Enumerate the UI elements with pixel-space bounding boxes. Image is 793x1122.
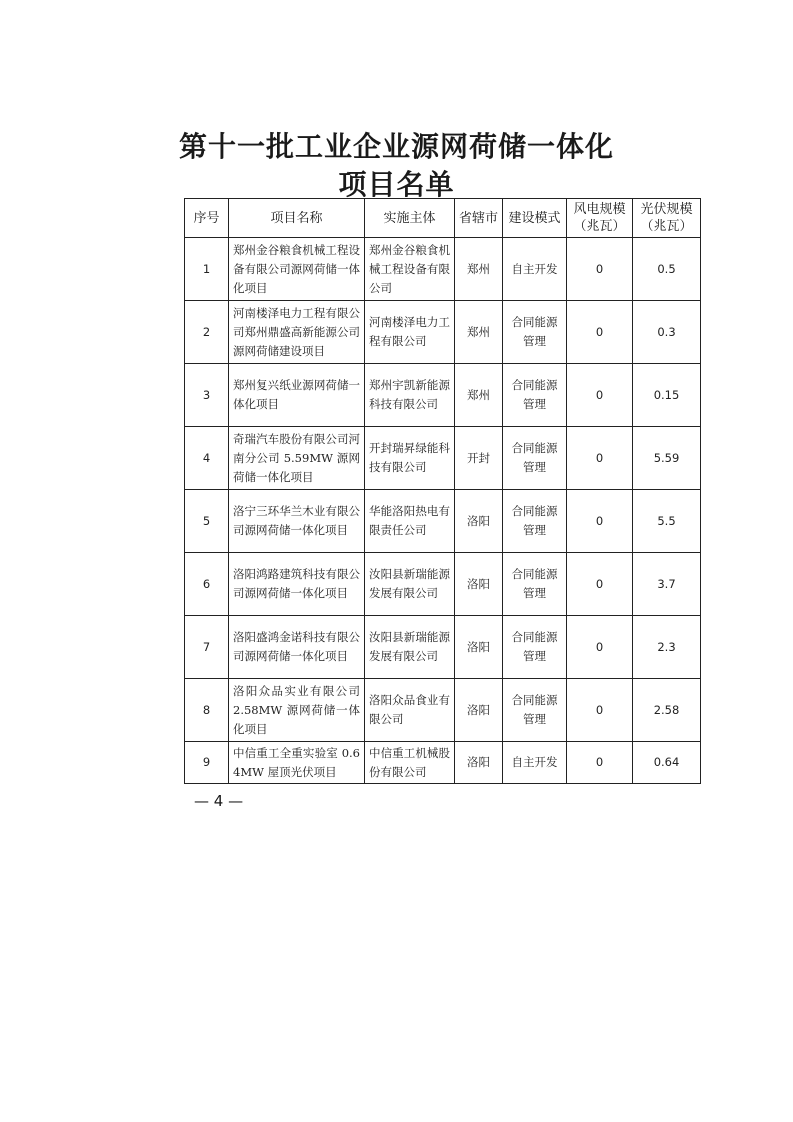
cell-mode: 合同能源管理	[503, 364, 567, 427]
cell-project-name: 郑州复兴纸业源网荷储一体化项目	[229, 364, 365, 427]
cell-project-name: 奇瑞汽车股份有限公司河南分公司 5.59MW 源网荷储一体化项目	[229, 427, 365, 490]
cell-index: 3	[185, 364, 229, 427]
cell-index: 5	[185, 490, 229, 553]
cell-solar: 0.5	[633, 238, 701, 301]
cell-mode: 合同能源管理	[503, 301, 567, 364]
cell-solar: 0.64	[633, 742, 701, 784]
cell-mode: 合同能源管理	[503, 616, 567, 679]
page-number: — 4 —	[194, 792, 244, 810]
cell-mode: 自主开发	[503, 238, 567, 301]
table-row	[185, 364, 701, 427]
cell-mode: 合同能源管理	[503, 553, 567, 616]
cell-wind: 0	[567, 238, 633, 301]
cell-city: 郑州	[455, 238, 503, 301]
cell-implementer: 郑州金谷粮食机械工程设备有限公司	[365, 238, 455, 301]
header-index: 序号	[185, 199, 229, 238]
cell-solar: 2.58	[633, 679, 701, 742]
cell-city: 洛阳	[455, 490, 503, 553]
cell-index: 1	[185, 238, 229, 301]
document-title: 第十一批工业企业源网荷储一体化	[178, 130, 614, 163]
cell-implementer: 中信重工机械股份有限公司	[365, 742, 455, 784]
cell-city: 洛阳	[455, 553, 503, 616]
table-header-row	[185, 199, 701, 238]
cell-solar: 5.59	[633, 427, 701, 490]
cell-index: 7	[185, 616, 229, 679]
table-row	[185, 616, 701, 679]
cell-index: 4	[185, 427, 229, 490]
cell-wind: 0	[567, 490, 633, 553]
cell-implementer: 开封瑞昇绿能科技有限公司	[365, 427, 455, 490]
cell-project-name: 中信重工全重实验室 0.64MW 屋顶光伏项目	[229, 742, 365, 784]
cell-wind: 0	[567, 553, 633, 616]
header-project-name: 项目名称	[229, 199, 365, 238]
cell-city: 郑州	[455, 364, 503, 427]
cell-index: 6	[185, 553, 229, 616]
cell-implementer: 河南楼泽电力工程有限公司	[365, 301, 455, 364]
cell-wind: 0	[567, 364, 633, 427]
cell-wind: 0	[567, 427, 633, 490]
cell-implementer: 汝阳县新瑞能源发展有限公司	[365, 616, 455, 679]
cell-solar: 2.3	[633, 616, 701, 679]
cell-solar: 3.7	[633, 553, 701, 616]
header-wind	[567, 199, 633, 238]
cell-wind: 0	[567, 301, 633, 364]
header-mode: 建设模式	[503, 199, 567, 238]
cell-city: 郑州	[455, 301, 503, 364]
cell-implementer: 郑州宇凯新能源科技有限公司	[365, 364, 455, 427]
cell-city: 开封	[455, 427, 503, 490]
header-solar	[633, 199, 701, 238]
cell-solar: 5.5	[633, 490, 701, 553]
cell-project-name: 洛阳众品实业有限公司 2.58MW 源网荷储一体化项目	[229, 679, 365, 742]
table-row	[185, 238, 701, 301]
cell-project-name: 洛阳盛鸿金诺科技有限公司源网荷储一体化项目	[229, 616, 365, 679]
cell-city: 洛阳	[455, 742, 503, 784]
cell-wind: 0	[567, 616, 633, 679]
cell-implementer: 汝阳县新瑞能源发展有限公司	[365, 553, 455, 616]
cell-project-name: 洛阳鸿路建筑科技有限公司源网荷储一体化项目	[229, 553, 365, 616]
cell-solar: 0.3	[633, 301, 701, 364]
project-table	[184, 198, 701, 784]
cell-project-name: 河南楼泽电力工程有限公司郑州鼎盛高新能源公司源网荷储建设项目	[229, 301, 365, 364]
table-row	[185, 427, 701, 490]
cell-index: 9	[185, 742, 229, 784]
cell-implementer: 华能洛阳热电有限责任公司	[365, 490, 455, 553]
header-implementer: 实施主体	[365, 199, 455, 238]
cell-index: 8	[185, 679, 229, 742]
cell-wind: 0	[567, 679, 633, 742]
cell-city: 洛阳	[455, 679, 503, 742]
header-city: 省辖市	[455, 199, 503, 238]
table-row	[185, 742, 701, 784]
cell-city: 洛阳	[455, 616, 503, 679]
cell-mode: 合同能源管理	[503, 427, 567, 490]
cell-mode: 合同能源管理	[503, 490, 567, 553]
header-solar-label: 光伏规模	[640, 202, 693, 217]
cell-project-name: 郑州金谷粮食机械工程设备有限公司源网荷储一体化项目	[229, 238, 365, 301]
table-row	[185, 490, 701, 553]
cell-solar: 0.15	[633, 364, 701, 427]
cell-index: 2	[185, 301, 229, 364]
cell-wind: 0	[567, 742, 633, 784]
table-row	[185, 679, 701, 742]
table-row	[185, 301, 701, 364]
cell-mode: 合同能源管理	[503, 679, 567, 742]
header-solar-unit: （兆瓦）	[640, 219, 693, 234]
header-wind-unit: （兆瓦）	[573, 219, 626, 234]
header-wind-label: 风电规模	[573, 202, 626, 217]
table-row	[185, 553, 701, 616]
cell-implementer: 洛阳众品食业有限公司	[365, 679, 455, 742]
document-subtitle: 项目名单	[338, 168, 455, 201]
cell-project-name: 洛宁三环华兰木业有限公司源网荷储一体化项目	[229, 490, 365, 553]
cell-mode: 自主开发	[503, 742, 567, 784]
